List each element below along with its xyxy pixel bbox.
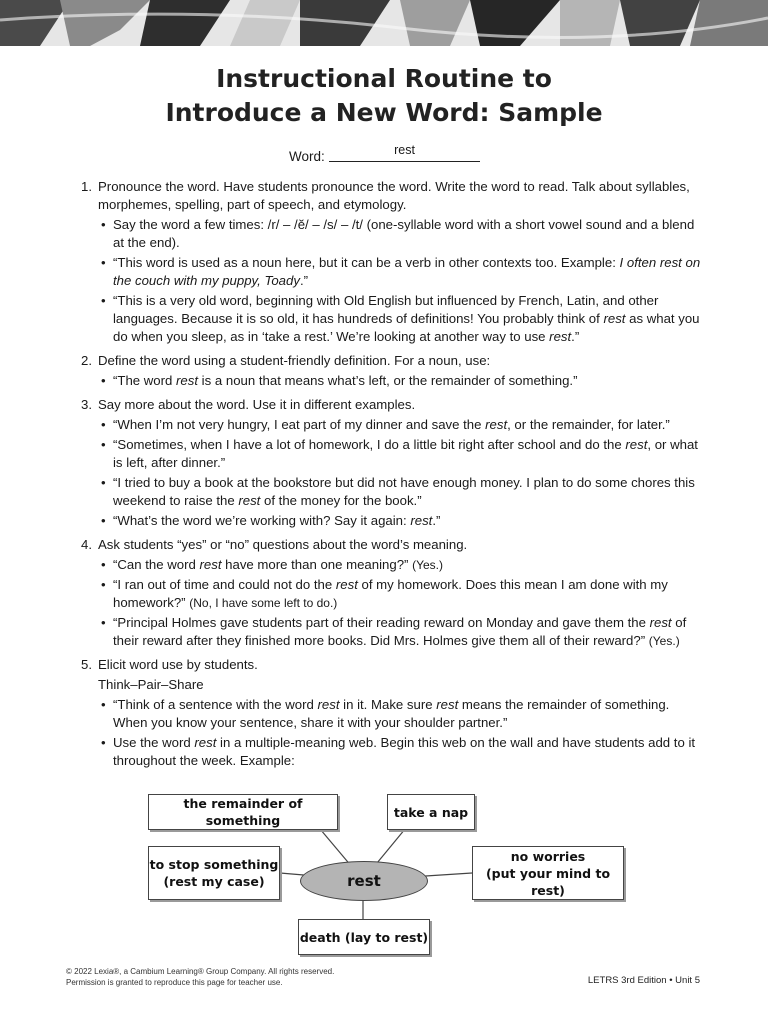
answer-text: (Yes.) — [648, 634, 680, 648]
list-item: • “This is a very old word, beginning with Old English but influenced by French, Latin, and other languages. Because it is so old, it has hundreds of definitions! You probably think of rest as what you do when you sleep, as in ‘take a rest.’ We’re looking at another way to use rest.” — [101, 293, 700, 344]
step-2 — [81, 352, 703, 390]
page-title — [0, 62, 768, 130]
copyright-text: © 2022 Lexia®, a Cambium Learning® Group Company. All rights reserved. — [66, 967, 335, 976]
bullet-text: , or what is left, after dinner.” — [113, 437, 698, 470]
web-node-label: to stop something — [149, 857, 279, 872]
list-item: • “When I’m not very hungry, I eat part of my dinner and save the rest, or the remainder, for later.” — [101, 417, 670, 432]
bullet-text: Use the word — [113, 735, 195, 750]
list-item: • Say the word a few times: /r/ – /ĕ/ – /s/ – /t/ (one-syllable word with a short vowel sound and a blend at the end). — [101, 217, 695, 250]
web-node-label: (rest my case) — [163, 874, 265, 889]
bullet-text: .” — [571, 329, 580, 344]
bullet-text: “This word is used as a noun here, but it can be a verb in other contexts too. Example: — [113, 255, 620, 270]
bullet-text: “I tried to buy a book at the bookstore but did not have enough money. I plan to do some chores this weekend to raise the — [113, 475, 695, 508]
bullet-emphasis: I often rest on the couch with my puppy, Toady — [113, 255, 701, 288]
bullet-text: “The word — [113, 373, 177, 388]
bullet-text: of their reward after they finished more books. Did Mrs. Holmes give them all of their reward?” — [113, 615, 687, 648]
web-node-label: death (lay to rest) — [299, 929, 429, 945]
step-subheading: Think–Pair–Share — [98, 677, 204, 692]
bullet-text: “Can the word — [113, 557, 200, 572]
bullet-text: is a noun that means what’s left, or the remainder of something.” — [198, 373, 578, 388]
list-item: • “The word rest is a noun that means what’s left, or the remainder of something.” — [101, 373, 578, 388]
step-5 — [81, 656, 703, 770]
step-number: 4. — [81, 537, 92, 552]
step-text: Pronounce the word. Have students pronounce the word. Write the word to read. Talk about syllables, morphemes, spelling, part of speech, and etymology. — [98, 179, 690, 212]
list-item: • “I ran out of time and could not do the rest of my homework. Does this mean I am done with my homework?” (No, I have some left to do.) — [101, 577, 668, 610]
list-item: • “Sometimes, when I have a lot of homework, I do a little bit right after school and do the rest, or what is left, after dinner.” — [101, 437, 698, 470]
step-number: 2. — [81, 353, 92, 368]
bullet-emphasis: rest — [549, 329, 572, 344]
bullet-text: .” — [299, 273, 308, 288]
step-text: Ask students “yes” or “no” questions about the word’s meaning. — [98, 537, 468, 552]
word-value: rest — [329, 143, 480, 162]
routine-steps — [81, 178, 703, 776]
list-item: • “I tried to buy a book at the bookstore but did not have enough money. I plan to do some chores this weekend to raise the rest of the money for the book.” — [101, 475, 695, 508]
bullet-text: of my homework. Does this mean I am done with my homework?” — [113, 577, 668, 610]
title-line-1: Instructional Routine to — [216, 64, 552, 93]
title-line-2: Introduce a New Word: Sample — [165, 98, 603, 127]
step-text: Say more about the word. Use it in different examples. — [98, 397, 416, 412]
step-number: 5. — [81, 657, 92, 672]
bullet-emphasis: rest — [199, 557, 222, 572]
web-center-node — [300, 861, 428, 901]
bullet-text: of the money for the book.” — [260, 493, 422, 508]
bullet-emphasis: rest — [410, 513, 433, 528]
bullet-text: as what you do when you sleep, as in ‘take a rest.’ We’re looking at another way to use — [113, 311, 700, 344]
step-1 — [81, 178, 703, 346]
web-node-label: no worries — [510, 848, 586, 864]
list-item: • Use the word rest in a multiple-meaning web. Begin this web on the wall and have students add to it throughout the week. Example: — [101, 735, 696, 768]
bullet-text: “When I’m not very hungry, I eat part of my dinner and save the — [113, 417, 486, 432]
bullet-emphasis: rest — [603, 311, 626, 326]
web-node-nap — [387, 794, 475, 830]
step-text: Define the word using a student-friendly definition. For a noun, use: — [98, 353, 491, 368]
web-node-label: take a nap — [393, 804, 469, 820]
word-label: Word: — [289, 149, 325, 164]
answer-text: (No, I have some left to do.) — [189, 596, 338, 610]
bullet-text: “Think of a sentence with the word — [113, 697, 318, 712]
footer-edition: LETRS 3rd Edition • Unit 5 — [587, 975, 700, 986]
web-node-label: (put your mind to rest) — [485, 865, 611, 898]
decorative-banner-image — [0, 0, 768, 46]
permission-text: Permission is granted to reproduce this page for teacher use. — [66, 978, 283, 987]
answer-text: (Yes.) — [412, 558, 443, 572]
footer-copyright — [66, 966, 334, 988]
bullet-emphasis: rest — [176, 373, 199, 388]
bullet-emphasis: rest — [485, 417, 508, 432]
web-center-label: rest — [347, 872, 381, 890]
bullet-text: , or the remainder, for later.” — [507, 417, 670, 432]
bullet-emphasis: rest — [335, 577, 358, 592]
bullet-text: “This is a very old word, beginning with Old English but influenced by French, Latin, and other languages. Because it is so old, it has hundreds of definitions! You probably think of — [113, 293, 659, 326]
bullet-text: have more than one meaning?” — [221, 557, 413, 572]
bullet-emphasis: rest — [317, 697, 340, 712]
list-item: • “Can the word rest have more than one meaning?” (Yes.) — [101, 557, 443, 572]
bullet-text: Say the word a few times: /r/ – /ĕ/ – /s/ – /t/ (one-syllable word with a short vowel sound and a blend at the end). — [113, 217, 695, 250]
bullet-text: “What’s the word we’re working with? Say it again: — [113, 513, 411, 528]
bullet-emphasis: rest — [649, 615, 672, 630]
web-node-worries — [472, 846, 624, 900]
step-number: 3. — [81, 397, 92, 412]
list-item: • “This word is used as a noun here, but it can be a verb in other contexts too. Example: I often rest on the couch with my puppy, Toady.” — [101, 255, 701, 288]
list-item: • “Principal Holmes gave students part of their reading reward on Monday and gave them the rest of their reward after they finished more books. Did Mrs. Holmes give them all of their reward?” (Yes.) — [101, 615, 687, 648]
bullet-text: means the remainder of something. When you know your sentence, share it with your shoulder partner.” — [113, 697, 670, 730]
bullet-text: “Principal Holmes gave students part of their reading reward on Monday and gave them the — [113, 615, 650, 630]
bullet-text: in it. Make sure — [339, 697, 437, 712]
bullet-text: in a multiple-meaning web. Begin this web on the wall and have students add to it throughout the week. Example: — [113, 735, 696, 768]
bullet-emphasis: rest — [194, 735, 217, 750]
list-item: • “What’s the word we’re working with? Say it again: rest.” — [101, 513, 441, 528]
step-text: Elicit word use by students. — [98, 657, 258, 672]
bullet-text: “Sometimes, when I have a lot of homework, I do a little bit right after school and do the — [113, 437, 626, 452]
bullet-emphasis: rest — [436, 697, 459, 712]
list-item: • “Think of a sentence with the word rest in it. Make sure rest means the remainder of something. When you know your sentence, share it with your shoulder partner.” — [101, 697, 670, 730]
step-4 — [81, 536, 703, 650]
web-node-label: the remainder of something — [183, 796, 303, 828]
web-node-remainder — [148, 794, 338, 830]
step-number: 1. — [81, 179, 92, 194]
step-3 — [81, 396, 703, 530]
web-node-death — [298, 919, 430, 955]
bullet-emphasis: rest — [625, 437, 648, 452]
multiple-meaning-web — [140, 788, 640, 963]
bullet-text: “I ran out of time and could not do the — [113, 577, 336, 592]
web-node-stop — [148, 846, 280, 900]
bullet-text: .” — [432, 513, 441, 528]
bullet-emphasis: rest — [238, 493, 261, 508]
